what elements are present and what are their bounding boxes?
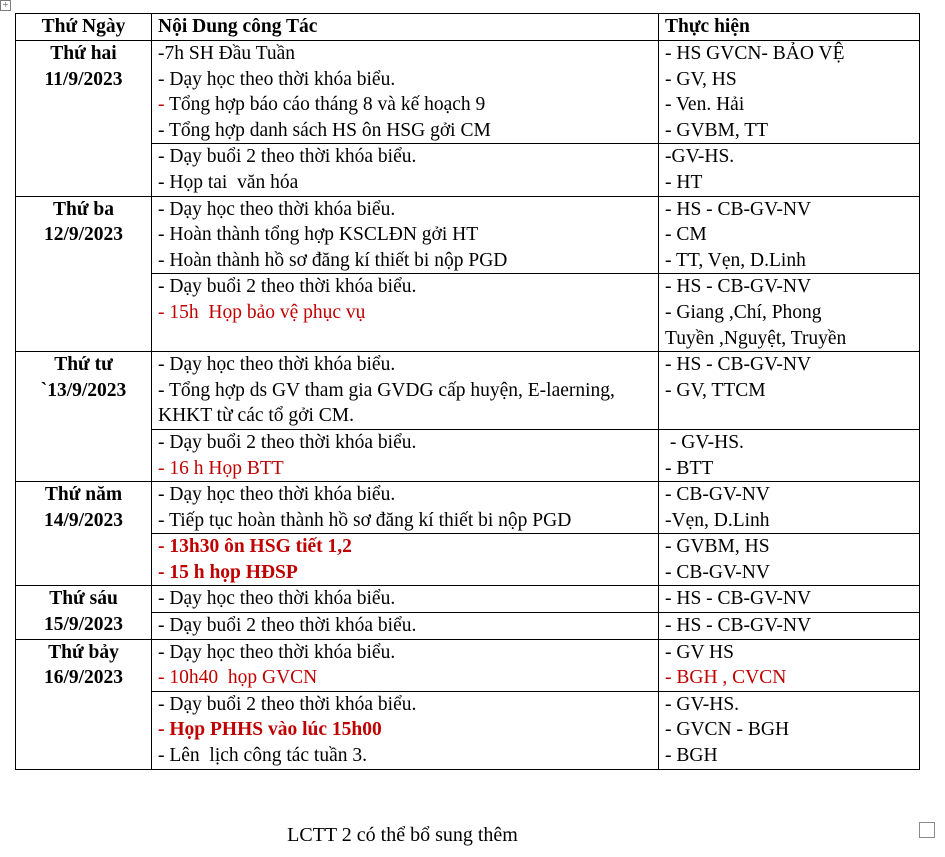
line-dash: - [158, 94, 165, 116]
content-line: - 16 h Họp BTT [158, 457, 284, 479]
schedule-row [16, 429, 920, 481]
assignee-cell [659, 352, 920, 430]
schedule-row [16, 534, 920, 586]
assignee-line: - TT, Vẹn, D.Linh [665, 249, 806, 271]
day-date: `13/9/2023 [40, 379, 127, 401]
line-text: Tổng hợp báo cáo tháng 8 và kế hoạch 9 [164, 94, 486, 116]
header-assignee: Thực hiện [659, 14, 920, 41]
assignee-line: - CB-GV-NV [665, 561, 770, 583]
assignee-line: - GV-HS. [665, 431, 744, 453]
assignee-line: - BGH [665, 745, 718, 767]
schedule-row [16, 144, 920, 196]
schedule-row [16, 196, 920, 274]
assignee-line: - GV, TTCM [665, 379, 766, 401]
assignee-cell [659, 482, 920, 534]
assignee-line: - CB-GV-NV [665, 484, 770, 506]
content-line: - Hoàn thành tổng hợp KSCLĐN gởi HT [158, 224, 479, 246]
content-cell [152, 41, 659, 144]
assignee-line: - GV-HS. [665, 693, 740, 715]
content-line: - Dạy học theo thời khóa biểu. [158, 68, 396, 90]
content-line [158, 717, 652, 743]
day-cell [16, 482, 152, 586]
schedule-row [16, 352, 920, 430]
schedule-row [16, 41, 920, 144]
content-line: - Dạy học theo thời khóa biểu. [158, 588, 396, 610]
assignee-line: - CM [665, 224, 707, 246]
content-line: - Dạy buổi 2 theo thời khóa biểu. [158, 615, 417, 637]
day-date: 14/9/2023 [43, 509, 124, 531]
assignee-cell [659, 41, 920, 144]
assignee-line: -GV-HS. [665, 146, 735, 168]
day-name: Thứ sáu [49, 588, 118, 610]
day-cell [16, 586, 152, 639]
content-line: - Dạy học theo thời khóa biểu. [158, 484, 396, 506]
assignee-line: - HS - CB-GV-NV [665, 588, 812, 610]
content-line: - 15 h họp HĐSP [158, 561, 298, 583]
assignee-line: - HS - CB-GV-NV [665, 276, 812, 298]
content-line: - Dạy buổi 2 theo thời khóa biểu. [158, 431, 417, 453]
content-cell [152, 144, 659, 196]
content-line: - Hoàn thành hồ sơ đăng kí thiết bi nộp PGD [158, 249, 508, 271]
day-cell [16, 639, 152, 769]
assignee-cell [659, 196, 920, 274]
assignee-line: - GVBM, HS [665, 536, 770, 558]
content-line: - Tổng hợp danh sách HS ôn HSG gởi CM [158, 119, 491, 141]
content-cell [152, 586, 659, 613]
assignee-line: -Vẹn, D.Linh [665, 509, 770, 531]
header-row [16, 14, 920, 41]
assignee-line: - Ven. Hải [665, 94, 745, 116]
content-line: - Dạy buổi 2 theo thời khóa biểu. [158, 693, 417, 715]
assignee-cell [659, 429, 920, 481]
day-date: 12/9/2023 [43, 224, 124, 246]
assignee-line: - BGH , CVCN [665, 667, 787, 689]
assignee-cell [659, 586, 920, 613]
schedule-row [16, 691, 920, 769]
header-day: Thứ Ngày [16, 14, 152, 41]
assignee-line: - HT [665, 171, 703, 193]
assignee-line: - HS - CB-GV-NV [665, 198, 812, 220]
content-line [158, 92, 652, 118]
schedule-table [15, 13, 920, 770]
content-cell [152, 534, 659, 586]
header-content: Nội Dung công Tác [152, 14, 659, 41]
assignee-line: - HS - CB-GV-NV [665, 615, 812, 637]
day-name: Thứ hai [50, 43, 117, 64]
schedule-row [16, 274, 920, 352]
schedule-row [16, 482, 920, 534]
content-cell [152, 613, 659, 640]
assignee-line: - HS - CB-GV-NV [665, 354, 812, 376]
assignee-cell [659, 144, 920, 196]
content-line: - Họp tai văn hóa [158, 171, 299, 193]
assignee-cell [659, 534, 920, 586]
assignee-cell [659, 613, 920, 640]
assignee-line: - Giang ,Chí, Phong [665, 301, 822, 323]
day-name: Thứ ba [52, 198, 115, 220]
schedule-row [16, 586, 920, 613]
content-cell [152, 352, 659, 430]
content-line: - Dạy buổi 2 theo thời khóa biểu. [158, 276, 417, 298]
assignee-cell [659, 691, 920, 769]
content-cell [152, 196, 659, 274]
content-cell [152, 691, 659, 769]
content-cell [152, 274, 659, 352]
content-line: - 15h Họp bảo vệ phục vụ [158, 301, 366, 323]
content-line: -7h SH Đầu Tuần [158, 43, 296, 64]
day-cell [16, 352, 152, 482]
content-line: - Dạy học theo thời khóa biểu. [158, 354, 396, 376]
content-cell [152, 639, 659, 691]
assignee-line: - GVBM, TT [665, 119, 769, 141]
schedule-row [16, 613, 920, 640]
content-line: - Dạy học theo thời khóa biểu. [158, 641, 396, 663]
day-date: 11/9/2023 [44, 68, 123, 90]
day-date: 16/9/2023 [43, 667, 124, 689]
content-line: - 13h30 ôn HSG tiết 1,2 [158, 536, 352, 558]
content-line: - Lên lịch công tác tuần 3. [158, 745, 368, 767]
day-name: Thứ tư [54, 354, 113, 376]
content-cell [152, 482, 659, 534]
schedule-row [16, 639, 920, 691]
footer-note: LCTT 2 có thể bổ sung thêm [287, 824, 518, 846]
assignee-line: - GV, HS [665, 68, 737, 90]
day-cell [16, 41, 152, 197]
day-name: Thứ năm [44, 484, 123, 506]
assignee-cell [659, 274, 920, 352]
paragraph-mark-box-icon [919, 822, 935, 838]
day-cell [16, 196, 152, 352]
content-line: - Tổng hợp ds GV tham gia GVDG cấp huyện, E-laerning, KHKT từ các tổ gởi CM. [158, 379, 615, 427]
table-move-handle-icon[interactable]: + [0, 0, 11, 11]
day-name: Thứ bảy [48, 641, 119, 663]
content-line: - Tiếp tục hoàn thành hồ sơ đăng kí thiết bi nộp PGD [158, 509, 572, 531]
day-date: 15/9/2023 [43, 614, 124, 636]
assignee-line: - BTT [665, 457, 714, 479]
content-line: - 10h40 họp GVCN [158, 667, 318, 689]
assignee-line: - GV HS [665, 641, 734, 663]
assignee-line: - GVCN - BGH [665, 719, 790, 741]
content-line: - Dạy học theo thời khóa biểu. [158, 198, 396, 220]
line-text: Họp PHHS vào lúc 15h00 [164, 719, 382, 741]
line-dash: - [158, 719, 165, 741]
assignee-line: Tuyền ,Nguyệt, Truyền [665, 327, 847, 349]
content-cell [152, 429, 659, 481]
assignee-line: - HS GVCN- BẢO VỆ [665, 43, 845, 64]
content-line: - Dạy buổi 2 theo thời khóa biểu. [158, 146, 417, 168]
assignee-cell [659, 639, 920, 691]
